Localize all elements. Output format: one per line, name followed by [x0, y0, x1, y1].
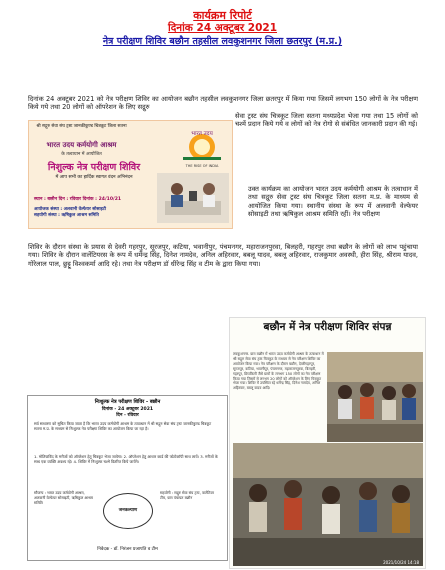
news-body: लवकुशनगर. ग्राम बछौन में भारत उदय कर्मयोगी आश्रम के तत्वाधान में श्री सद्गुरु सेवा संघ ट्रस्ट चित्रकूट के माध्यम से नेत्र परीक्षण शिविर का आयोजन किया गया। नेत्र परीक्षण के दौरान बछौन, देवरीगहरपुर, सूरजपुर, कटिया, भवानीपुर, पंचमनगर, महाराजनपुरवा, बिलहरी, गहरपुर, छिपकिली जैसे ग्रामों के लगभग 150 लोगों का नेत्र परीक्षण किया गया जिसमें से लगभग 20 लोगों को ऑपरेशन के लिए चित्रकूट भेजा गया। शिविर में उपस्थित रहे धर्मेन्द्र सिंह, दिनेश नामदेव, अनिल अहिरवार, बबलू यादव आदि।	[233, 352, 324, 391]
report-subject: नेत्र परीक्षण शिविर बछौन तहसील लवकुशनगर जिला छतरपुर (म.प्र.)	[102, 36, 343, 47]
news-clipping	[229, 317, 426, 569]
notice-body: सर्व साधारण को सूचित किया जाता है कि भारत उदय कर्मयोगी आश्रम के तत्वाधान में श्री सद्गुरु सेवा संघ ट्रस्ट जानकीकुण्ड चित्रकूट सतना म.प्र. के माध्यम से निःशुल्क नेत्र परीक्षण शिविर का आयोजन किया जा रहा है।	[34, 421, 212, 431]
notice-footer: निवेदक - डॉ. निरंजन प्रजापति व टीम	[97, 547, 158, 552]
notice-seal: जनकल्याण	[103, 493, 153, 529]
notice-date: दिनांक - 24 अक्टूबर 2021	[101, 407, 154, 412]
eye-doctor-illustration	[157, 173, 229, 223]
camp-notice	[27, 395, 228, 561]
notice-day: दिन - रविवार	[116, 413, 139, 418]
poster-organizers: आयोजक संस्था : अलवानी वेल्फेयर सोसाइटी सहयोगी संस्था : ऋषिकुल आश्रम समिति	[34, 207, 106, 218]
second-paragraph: उक्त कार्यक्रम का आयोजन भारत उदय कर्मयोगी आश्रम के तत्वाधान में तथा सद्गुरु सेवा ट्रस्ट संघ चित्रकूट जिला सतना म.प्र. के माध्यम से आयोजित किया गया। स्थानीय संस्था के रूप में अलवानी वेल्फेयर सोसाइटी तथा ऋषिकुल आश्रम समिति रहीं। नेत्र परीक्षण	[248, 185, 418, 219]
camp-photo-top	[327, 352, 423, 442]
notice-instructions: 1. मोतियाबिंद के मरीजों को ऑपरेशन हेतु चित्रकूट भेजा जायेगा। 2. ऑपरेशन हेतु आधार कार्ड की फोटोकॉपी साथ लायें। 3. मरीजों के साथ एक व्यक्ति अवश्य रहे। 4. शिविर में निःशुल्क चश्मे वितरित किये जायेंगे।	[34, 454, 218, 464]
poster-org: भारत उदय कर्मयोगी आश्रम के तत्वाधान में आयोजित	[46, 141, 117, 157]
news-headline: बछौन में नेत्र परीक्षण शिविर संपन्न	[263, 321, 392, 333]
poster-subtitle: में आप सभी का हार्दिक स्वागत वंदन अभिनंदन	[55, 175, 133, 180]
bharat-uday-logo-icon	[177, 127, 227, 171]
poster-top-text: श्री सद्गुरु सेवा संघ ट्रस्ट जानकीकुण्ड चित्रकूट जिला सतना	[36, 124, 127, 129]
notice-right-column: सहयोगी : सद्गुरु सेवा संघ ट्रस्ट, वालेंटियर टीम, ग्राम पंचायत बछौन	[160, 491, 214, 500]
report-title: कार्यक्रम रिपोर्ट	[193, 9, 252, 22]
second-paragraph-continued: शिविर के दौरान संस्था के प्रयास से देवरी गहरपुर, सूरजपुर, कटिया, भवानीपुर, पंचमनगर, महाराजनपुरवा, बिलहरी, गहरपुर तथा बछौन के लोगों को लाभ पहुंचाया गया। शिविर के दौरान वालेंटियरस के रूप में धर्मेन्द्र सिंह, दिनेश नामदेव, अनिल अहिरवार, बबलू यादव, बबलू अहिरवार, राजकुमार अवस्थी, हीरा सिंह, श्रीराम यादव, गोरेलाल पाल, छुट्टू विश्वकर्मा आदि रहे। तथा नेत्र परीक्षण डॉ धीरेन्द्र सिंह व टीम के द्वारा किया गया।	[28, 243, 418, 268]
intro-paragraph: दिनांक 24 अक्टूबर 2021 को नेत्र परीक्षण शिविर का आयोजन बछौन तहसील लवकुशनगर जिला छतरपुर में किया गया जिसमें लगभग 150 लोगों के नेत्र परीक्षण किये गये तथा 20 लोगों को ऑपरेशन के लिए सद्गुरु	[28, 95, 418, 112]
photo-timestamp: 2021/10/24 14:18	[383, 560, 419, 565]
notice-left-column: सौजन्य : भारत उदय कर्मयोगी आश्रम, अलवानी वेल्फेयर सोसाइटी, ऋषिकुल आश्रम समिति	[34, 491, 93, 505]
notice-title: निःशुल्क नेत्र परीक्षण शिविर - बछौन	[94, 399, 161, 405]
camp-poster	[28, 120, 233, 229]
intro-paragraph-continued: सेवा ट्रस्ट संघ चित्रकूट जिला सतना मध्यप्रदेश भेजा गया तथा 15 लोगों को चश्में प्रदान किये गये व लोगों को नेत्र रोगो से संबंधित जानकारी प्रदान की गई।	[235, 112, 418, 129]
poster-meta: स्थान : बछौन दिन : रविवार दिनांक : 24/10/21	[34, 197, 122, 202]
svg-text:भारत उदय: भारत उदय	[191, 131, 213, 137]
poster-title: निशुल्क नेत्र परीक्षण शिविर	[47, 162, 141, 173]
camp-photo-bottom	[233, 443, 423, 566]
report-date: दिनांक 24 अक्टूबर 2021	[167, 22, 278, 34]
svg-text:THE RISE OF INDIA: THE RISE OF INDIA	[185, 164, 219, 168]
